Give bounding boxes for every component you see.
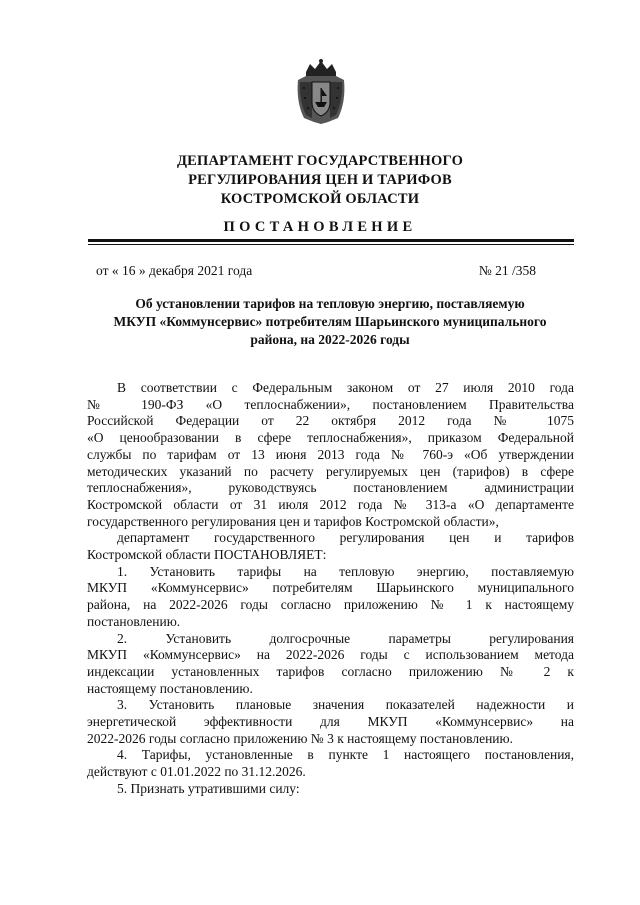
item-3-line: 3. Установить плановые значения показателей надежности и — [117, 697, 574, 713]
preamble-line: Российской Федерации от 22 октября 2012 года № 1075 — [87, 413, 574, 429]
preamble-line: Костромской области от 31 июля 2012 года № 313-а «О департаменте — [87, 496, 574, 512]
item-2-line: настоящему постановлению. — [87, 680, 253, 696]
item-4-line: действуют с 01.01.2022 по 31.12.2026. — [87, 764, 306, 780]
document-subject — [80, 295, 580, 349]
item-1-line: постановлению. — [87, 613, 181, 629]
header-divider-thin — [88, 244, 574, 245]
document-date: от « 16 » декабря 2021 года — [96, 263, 253, 278]
item-1-line: 1. Установить тарифы на тепловую энергию, поставляемую — [117, 563, 574, 579]
preamble-line: В соответствии с Федеральным законом от 27 июля 2010 года — [117, 380, 574, 395]
preamble-line: государственного регулирования цен и тарифов Костромской области», — [87, 513, 499, 529]
document-type-heading: ПОСТАНОВЛЕНИЕ — [223, 219, 417, 235]
resolves-line: департамент государственного регулирования цен и тарифов — [117, 530, 574, 546]
item-1-line: района, на 2022-2026 годы согласно приложению № 1 к настоящему — [87, 597, 574, 613]
preamble-line: № 190-ФЗ «О теплоснабжении», постановлением Правительства — [87, 396, 574, 412]
item-2-line: 2. Установить долгосрочные параметры регулирования — [117, 630, 574, 646]
item-2-line: индексации установленных тарифов согласно приложению № 2 к — [87, 663, 574, 679]
item-3-line: 2022-2026 годы согласно приложению № 3 к настоящему постановлению. — [87, 730, 513, 746]
subject-line-2: МКУП «Коммунсервис» потребителям Шарьинского муниципального — [113, 314, 547, 329]
preamble-line: службы по тарифам от 13 июня 2013 года № 760-э «Об утверждении — [87, 446, 574, 462]
resolves-line: Костромской области ПОСТАНОВЛЯЕТ: — [87, 547, 327, 563]
header-divider-thick — [88, 239, 574, 242]
item-5-line: 5. Признать утратившими силу: — [117, 780, 300, 796]
subject-line-1: Об установлении тарифов на тепловую энергию, поставляемую — [135, 296, 525, 311]
document-number: № 21 /358 — [478, 263, 536, 278]
preamble-line: «О ценообразовании в сфере теплоснабжения», приказом Федеральной — [87, 430, 574, 446]
item-3-line: энергетической эффективности для МКУП «Коммунсервис» на — [87, 714, 574, 730]
coat-of-arms-icon — [292, 58, 350, 126]
subject-line-3: района, на 2022-2026 годы — [250, 332, 410, 347]
item-2-line: МКУП «Коммунсервис» на 2022-2026 годы с использованием метода — [87, 647, 574, 663]
department-line-3: КОСТРОМСКОЙ ОБЛАСТИ — [220, 191, 420, 207]
item-1-line: МКУП «Коммунсервис» потребителям Шарьинского муниципального — [87, 580, 574, 596]
item-4-line: 4. Тарифы, установленные в пункте 1 настоящего постановления, — [117, 747, 574, 763]
department-line-1: ДЕПАРТАМЕНТ ГОСУДАРСТВЕННОГО — [176, 153, 464, 169]
preamble-line: теплоснабжения», руководствуясь постановлением администрации — [87, 480, 574, 496]
department-line-2: РЕГУЛИРОВАНИЯ ЦЕН И ТАРИФОВ — [188, 172, 452, 188]
preamble-line: методических указаний по расчету регулируемых цен (тарифов) в сфере — [87, 463, 574, 479]
document-body — [87, 380, 574, 798]
department-name — [100, 152, 540, 209]
